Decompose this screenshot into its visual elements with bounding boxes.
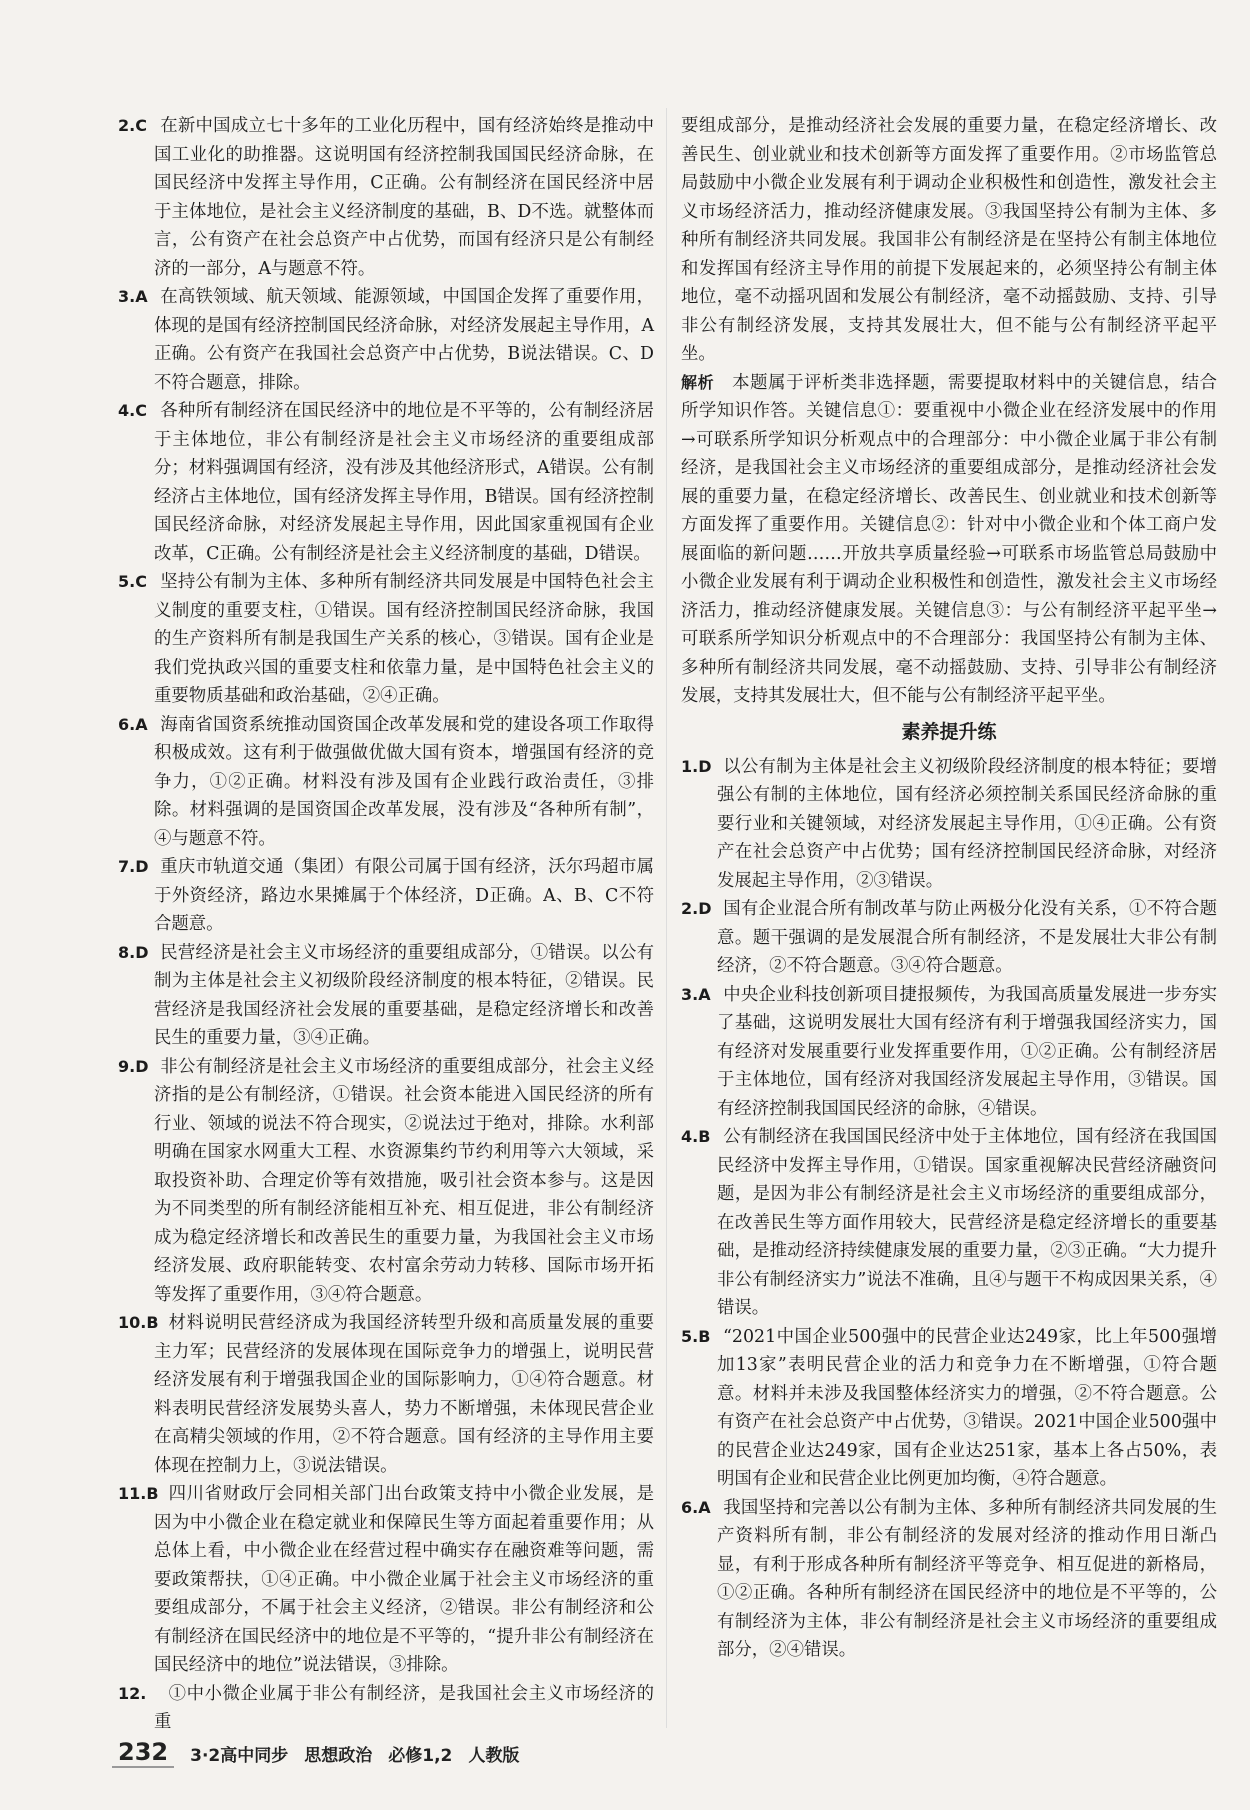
answer-number: 5.B: [681, 1326, 711, 1346]
analysis-text: 本题属于评析类非选择题，需要提取材料中的关键信息，结合所学知识作答。关键信息①：要重视中小微企业在经济发展中的作用→可联系所学知识分析观点中的合理部分：中小微企业属于非公有制经济，是我国社会主义市场经济的重要组成部分，是推动经济社会发展的重要力量，在稳定经济增长、改善民生、创业就业和技术创新等方面发挥了重要作用。关键信息②：针对中小微企业和个体工商户发展面临的新问题……开放共享质量经验→可联系市场监管总局鼓励中小微企业发展有利于调动企业积极性和创造性，激发社会主义市场经济活力，推动经济健康发展。关键信息③：与公有制经济平起平坐→可联系所学知识分析观点中的不合理部分：我国坚持公有制为主体、多种所有制经济共同发展，毫不动摇鼓励、支持、引导非公有制经济发展，支持其发展壮大，但不能与公有制经济平起平坐。: [681, 372, 1217, 706]
answer-number: 4.C: [118, 401, 147, 420]
answer-number: 3.A: [681, 984, 711, 1004]
answer-entry: [681, 753, 1217, 896]
answer-entry: [118, 1309, 654, 1480]
answer-entry: [681, 1323, 1217, 1494]
answer-text: 我国坚持和完善以公有制为主体、多种所有制经济共同发展的生产资料所有制，非公有制经济的发展对经济的推动作用日渐凸显，有利于形成各种所有制经济平等竞争、相互促进的新格局，①②正确。各种所有制经济在国民经济中的地位是不平等的，公有制经济为主体，非公有制经济是社会主义市场经济的重要组成部分，②④错误。: [717, 1497, 1217, 1660]
answer-text: 海南省国资系统推动国资国企改革发展和党的建设各项工作取得积极成效。这有利于做强做优做大国有资本，增强国有经济的竞争力，①②正确。材料没有涉及国有企业践行政治责任，③排除。材料强调的是国资国企改革发展，没有涉及“各种所有制”，④与题意不符。: [154, 714, 654, 849]
answer-text: 国有企业混合所有制改革与防止两极分化没有关系，①不符合题意。题干强调的是发展混合所有制经济，不是发展壮大非公有制经济，②不符合题意。③④符合题意。: [717, 899, 1217, 976]
page-footer: [112, 1738, 519, 1768]
answer-text: 以公有制为主体是社会主义初级阶段经济制度的根本特征；要增强公有制的主体地位，国有经济必须控制关系国民经济命脉的重要行业和关键领域，对经济发展起主导作用，①④正确。公有资产在社会总资产中占优势；国有经济控制国民经济命脉，对经济发展起主导作用，②③错误。: [717, 756, 1217, 891]
answer-text: 重庆市轨道交通（集团）有限公司属于国有经济，沃尔玛超市属于外资经济，路边水果摊属于个体经济，D正确。A、B、C不符合题意。: [154, 857, 654, 934]
analysis-paragraph: [681, 369, 1217, 711]
answer-text: 在高铁领域、航天领域、能源领域，中国国企发挥了重要作用，体现的是国有经济控制国民经济命脉，对经济发展起主导作用，A正确。公有资产在我国社会总资产中占优势，B说法错误。C、D不符合题意，排除。: [154, 287, 654, 393]
answer-entry: [118, 568, 654, 711]
answer-text: ①中小微企业属于非公有制经济，是我国社会主义市场经济的重: [154, 1683, 654, 1732]
answer-entry: [681, 1123, 1217, 1323]
answer-entry: [118, 1680, 654, 1737]
answer-text: 四川省财政厅会同相关部门出台政策支持中小微企业发展，是因为中小微企业在稳定就业和保障民生等方面起着重要作用；从总体上看，中小微企业在经营过程中确实存在融资难等问题，需要政策帮扶，①④正确。中小微企业属于社会主义市场经济的重要组成部分，不属于社会主义经济，②错误。非公有制经济和公有制经济在国民经济中的地位是不平等的，“提升非公有制经济在国民经济中的地位”说法错误，③排除。: [154, 1484, 654, 1675]
answer-entry: [118, 939, 654, 1053]
series-name: 3·2高中同步: [190, 1745, 289, 1766]
answer-text: 中央企业科技创新项目捷报频传，为我国高质量发展进一步夯实了基础，这说明发展壮大国有经济有利于增强我国经济实力，国有经济对发展重要行业发挥重要作用，①②正确。公有制经济居于主体地位，国有经济对我国经济发展起主导作用，③错误。国有经济控制我国国民经济的命脉，④错误。: [717, 984, 1217, 1119]
subject-name: 思想政治: [304, 1745, 373, 1766]
answer-continuation: 要组成部分，是推动经济社会发展的重要力量，在稳定经济增长、改善民生、创业就业和技术创新等方面发挥了重要作用。②市场监管总局鼓励中小微企业发展有利于调动企业积极性和创造性，激发社会主义市场经济活力，推动经济健康发展。③我国坚持公有制为主体、多种所有制经济共同发展。我国非公有制经济是在坚持公有制主体地位和发挥国有经济主导作用的前提下发展起来的，必须坚持公有制主体地位，毫不动摇巩固和发展公有制经济，毫不动摇鼓励、支持、引导非公有制经济发展，支持其发展壮大，但不能与公有制经济平起平坐。: [681, 116, 1217, 364]
answer-entry: [681, 981, 1217, 1124]
answer-number: 11.B: [118, 1484, 159, 1503]
section-title: 素养提升练: [901, 720, 997, 743]
volume-name: 必修1,2: [388, 1745, 453, 1766]
answer-text: 在新中国成立七十多年的工业化历程中，国有经济始终是推动中国工业化的助推器。这说明国有经济控制我国国民经济命脉，在国民经济中发挥主导作用，C正确。公有制经济在国民经济中居于主体地位，是社会主义经济制度的基础，B、D不选。就整体而言，公有资产在社会总资产中占优势，而国有经济只是公有制经济的一部分，A与题意不符。: [154, 116, 654, 279]
answer-entry: [118, 711, 654, 854]
answer-number: 1.D: [681, 756, 712, 776]
answer-entry: [118, 397, 654, 568]
answer-text: “2021中国企业500强中的民营企业达249家，比上年500强增加13家”表明民营企业的活力和竞争力在不断增强，①符合题意。材料并未涉及我国整体经济实力的增强，②不符合题意。公有资产在社会总资产中占优势，③错误。2021中国企业500强中的民营企业达249家，国有企业达251家，基本上各占50%，表明国有企业和民营企业比例更加均衡，④符合题意。: [717, 1326, 1217, 1489]
answer-text: 材料说明民营经济成为我国经济转型升级和高质量发展的重要主力军；民营经济的发展体现在国际竞争力的增强上，说明民营经济发展有利于增强我国企业的国际影响力，①④符合题意。材料表明民营经济发展势头喜人，势力不断增强，未体现民营企业在高精尖领域的作用，②不符合题意。国有经济的主导作用主要体现在控制力上，③说法错误。: [154, 1313, 654, 1476]
answer-entry: [118, 1053, 654, 1310]
answer-text: 各种所有制经济在国民经济中的地位是不平等的，公有制经济居于主体地位，非公有制经济是社会主义市场经济的重要组成部分；材料强调国有经济，没有涉及其他经济形式，A错误。公有制经济占主体地位，国有经济发挥主导作用，B错误。国有经济控制国民经济命脉，对经济发展起主导作用，因此国家重视国有企业改革，C正确。公有制经济是社会主义经济制度的基础，D错误。: [154, 401, 654, 564]
answer-number: 2.C: [118, 116, 147, 135]
answer-entry: [681, 895, 1217, 981]
analysis-label: 解析: [681, 372, 715, 392]
answer-number: 3.A: [118, 287, 148, 306]
answer-number: 2.D: [681, 899, 712, 918]
answer-number: 6.A: [681, 1497, 711, 1517]
answer-number: 9.D: [118, 1056, 149, 1076]
answer-number: 10.B: [118, 1313, 159, 1332]
answer-entry: [118, 112, 654, 283]
answer-number: 8.D: [118, 942, 149, 962]
edition-name: 人教版: [468, 1745, 520, 1766]
answer-number: 6.A: [118, 714, 148, 734]
answer-entry: [118, 853, 654, 939]
answer-entry: [118, 283, 654, 397]
answer-number: 7.D: [118, 857, 149, 876]
page-number: 232: [112, 1738, 174, 1768]
answer-text: 民营经济是社会主义市场经济的重要组成部分，①错误。以公有制为主体是社会主义初级阶段经济制度的根本特征，②错误。民营经济是我国经济社会发展的重要基础，是稳定经济增长和改善民生的重要力量，③④正确。: [154, 942, 654, 1048]
answer-text: 坚持公有制为主体、多种所有制经济共同发展是中国特色社会主义制度的重要支柱，①错误。国有经济控制国民经济命脉，我国的生产资料所有制是我国生产关系的核心，③错误。国有企业是我们党执政兴国的重要支柱和依靠力量，是中国特色社会主义的重要物质基础和政治基础，②④正确。: [154, 572, 654, 706]
answer-entry: [681, 1494, 1217, 1665]
answer-text: 公有制经济在我国国民经济中处于主体地位，国有经济在我国国民经济中发挥主导作用，①错误。国家重视解决民营经济融资问题，是因为非公有制经济是社会主义市场经济的重要组成部分，在改善民生等方面作用较大，民营经济是稳定经济增长的重要基础，是推动经济持续健康发展的重要力量，②③正确。“大力提升非公有制经济实力”说法不准确，且④与题干不构成因果关系，④错误。: [717, 1127, 1217, 1318]
answer-number: 12.: [118, 1683, 147, 1703]
answer-text: 非公有制经济是社会主义市场经济的重要组成部分，社会主义经济指的是公有制经济，①错误。社会资本能进入国民经济的所有行业、领域的说法不符合现实，②说法过于绝对，排除。水利部明确在国家水网重大工程、水资源集约节约利用等六大领域，采取投资补助、合理定价等有效措施，吸引社会资本参与。这是因为不同类型的所有制经济能相互补充、相互促进，非公有制经济成为稳定经济增长和改善民生的重要力量，为我国社会主义市场经济发展、政府职能转变、农村富余劳动力转移、国际市场开拓等发挥了重要作用，③④符合题意。: [154, 1056, 654, 1305]
right-column: [681, 112, 1217, 1665]
answer-number: 5.C: [118, 572, 147, 591]
left-column: [118, 112, 654, 1737]
answer-entry: [118, 1480, 654, 1680]
answer-number: 4.B: [681, 1127, 711, 1146]
column-divider: [666, 108, 667, 1728]
